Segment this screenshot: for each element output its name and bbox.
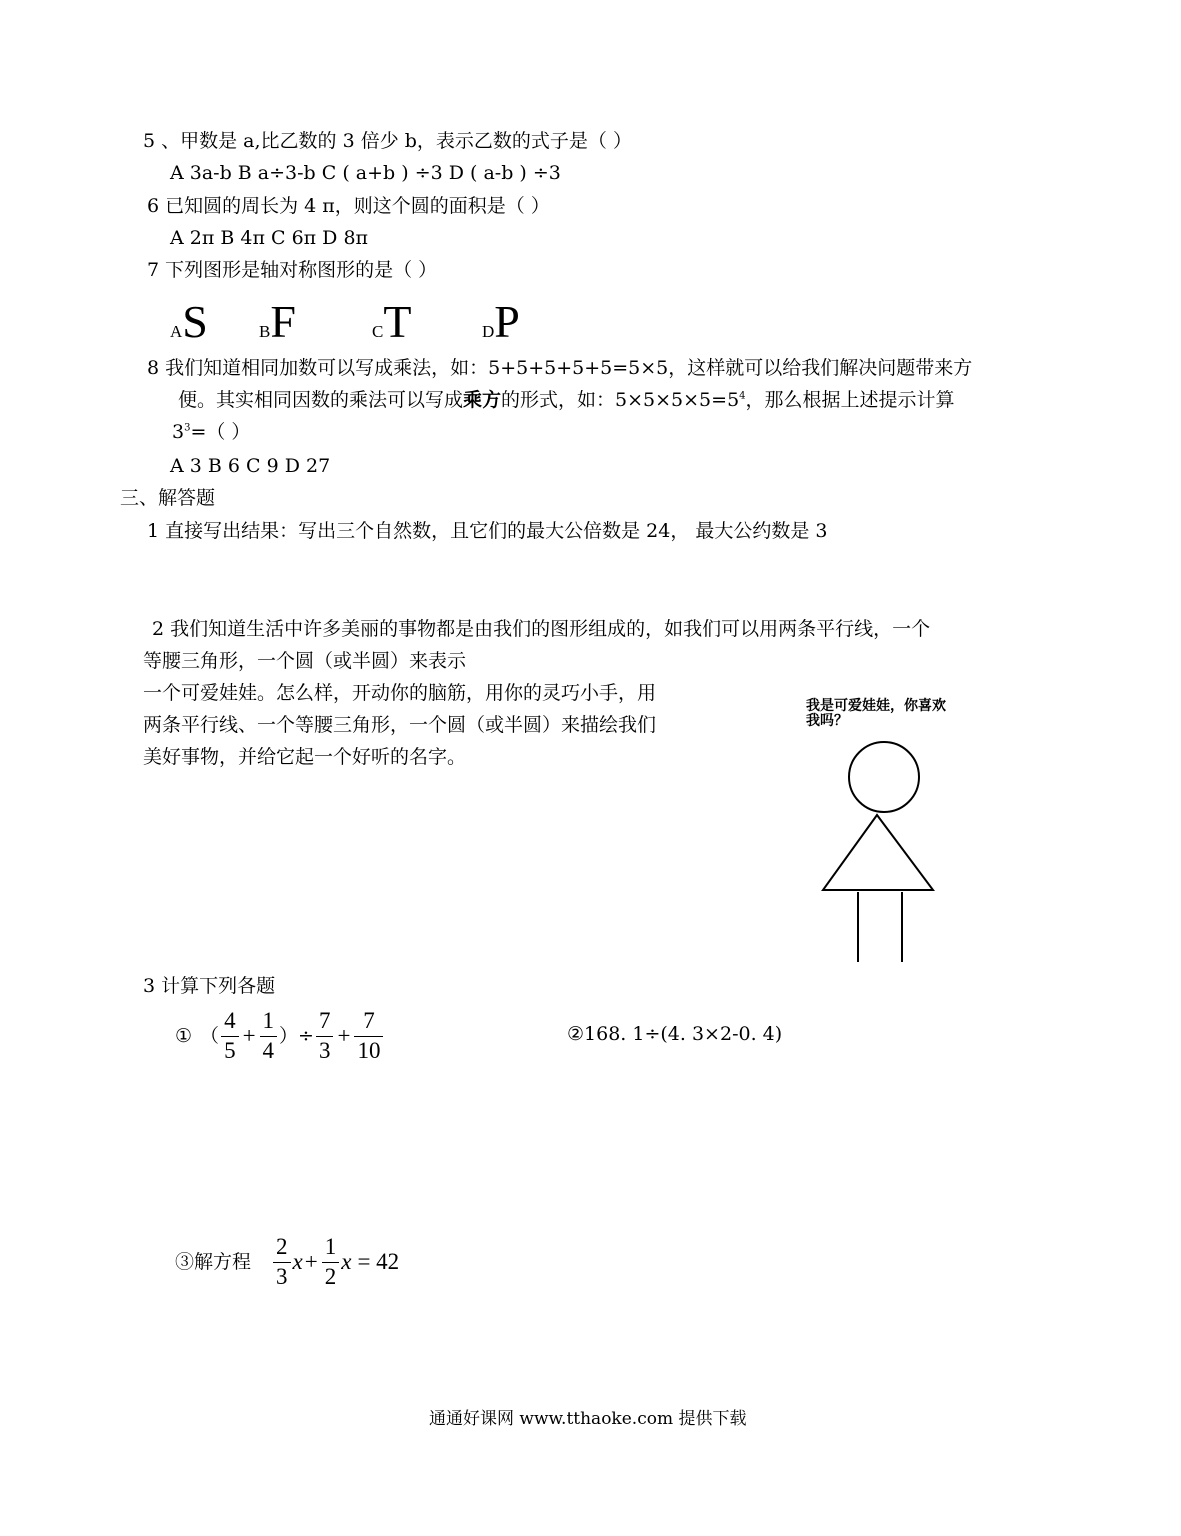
calc-1-fraction-1 [221, 1009, 239, 1062]
doll-head [849, 742, 919, 812]
q8-line2 [178, 389, 955, 412]
calc-2: ②168. 1÷(4. 3×2-0. 4) [567, 1023, 783, 1045]
q7-option-c-letter: T [383, 296, 412, 347]
q7-option-d-label: D [482, 322, 495, 341]
calc-3-f2-num: 1 [322, 1235, 340, 1262]
q7-option-d [482, 294, 520, 349]
doll-caption [806, 699, 946, 730]
q8-line2-post: ，那么根据上述提示计算 [745, 389, 955, 411]
calc-3-f1-den: 3 [276, 1263, 288, 1289]
q5-text: 5 、甲数是 a,比乙数的 3 倍少 b，表示乙数的式子是（ ） [143, 130, 632, 152]
q7-option-b-letter: F [270, 296, 296, 347]
q7-option-c-label: C [372, 322, 384, 341]
calc-1-fraction-3 [316, 1009, 334, 1062]
calc-1-plus-2: + [337, 1023, 351, 1049]
q8-options: A 3 B 6 C 9 D 27 [170, 455, 331, 477]
q8-line3-post: =（ ） [190, 421, 251, 443]
calc-1-f2-den: 4 [262, 1037, 275, 1063]
q7-option-b-label: B [259, 322, 271, 341]
calc-1-fraction-4 [354, 1009, 383, 1062]
calc-3-f2-den: 2 [324, 1263, 337, 1289]
calc-3-fraction-1 [273, 1235, 291, 1288]
calc-1-f2-num: 1 [260, 1009, 278, 1036]
q8-line3 [172, 421, 250, 444]
answer-2-line5: 美好事物，并给它起一个好听的名字。 [143, 746, 467, 768]
q7-option-d-letter: P [494, 296, 520, 347]
answer-3: 3 计算下列各题 [143, 975, 276, 997]
calc-1-prefix: ① [175, 1024, 193, 1047]
calc-1-f1-num: 4 [221, 1009, 239, 1036]
calc-1-f3-den: 3 [318, 1037, 331, 1063]
q7-text: 7 下列图形是轴对称图形的是（ ） [147, 259, 438, 281]
q8-line2-mid: 的形式，如：5×5×5×5=5 [501, 389, 740, 411]
calc-3-x-2: x [341, 1249, 352, 1275]
q7-option-b [259, 294, 296, 349]
calc-3 [175, 1232, 399, 1292]
calc-1-plus-1: + [242, 1023, 256, 1049]
q8-line1: 8 我们知道相同加数可以写成乘法，如：5+5+5+5+5=5×5，这样就可以给我们解决问题带来方 [147, 357, 973, 379]
answer-2-line1: 2 我们知道生活中许多美丽的事物都是由我们的图形组成的，如我们可以用两条平行线，一个 [152, 618, 931, 640]
doll-figure [815, 735, 940, 967]
answer-1: 1 直接写出结果：写出三个自然数，且它们的最大公倍数是 24， 最大公约数是 3 [147, 520, 828, 542]
calc-3-equals: = 42 [357, 1249, 400, 1275]
q8-line2-pre: 便。其实相同因数的乘法可以写成 [178, 389, 464, 411]
calc-1-f3-num: 7 [316, 1009, 334, 1036]
q8-line2-bold: 乘方 [463, 389, 502, 411]
answer-2-line4: 两条平行线、一个等腰三角形，一个圆（或半圆）来描绘我们 [143, 714, 657, 736]
calc-3-plus: + [304, 1249, 318, 1275]
q6-text: 6 已知圆的周长为 4 π，则这个圆的面积是（ ） [147, 195, 550, 217]
calc-1-lparen: （ [200, 1024, 220, 1047]
doll-caption-line1: 我是可爱娃娃，你喜欢 [806, 698, 946, 714]
calc-1-f1-den: 5 [224, 1037, 236, 1063]
q7-option-c [372, 294, 411, 349]
doll-body-triangle [823, 815, 933, 890]
q6-options: A 2π B 4π C 6π D 8π [170, 227, 369, 249]
calc-3-x-1: x [292, 1249, 303, 1275]
answer-2-line2: 等腰三角形，一个圆（或半圆）来表示 [143, 650, 467, 672]
section-heading: 三、解答题 [120, 487, 216, 509]
q8-line2-sup: 4 [739, 390, 746, 402]
calc-1-fraction-2 [260, 1009, 278, 1062]
calc-3-fraction-2 [322, 1235, 340, 1288]
q7-option-a-letter: S [182, 296, 208, 347]
calc-1 [175, 1006, 385, 1066]
q7-option-a [170, 294, 208, 349]
footer: 通通好课网 www.tthaoke.com 提供下载 [429, 1409, 747, 1429]
calc-1-rparen: ）÷ [279, 1024, 314, 1047]
calc-1-f4-den: 10 [357, 1037, 381, 1063]
doll-caption-line2: 我吗？ [806, 713, 848, 730]
answer-2-line3: 一个可爱娃娃。怎么样，开动你的脑筋，用你的灵巧小手，用 [143, 682, 657, 704]
q8-line3-sup: 3 [184, 422, 191, 434]
q7-option-a-label: A [170, 322, 183, 341]
calc-1-f4-num: 7 [354, 1009, 383, 1036]
calc-3-f1-num: 2 [273, 1235, 291, 1262]
q8-line3-base: 3 [172, 421, 185, 443]
calc-3-prefix: ③解方程 [175, 1250, 252, 1273]
q5-options: A 3a-b B a÷3-b C ( a+b ) ÷3 D ( a-b ) ÷3 [170, 162, 561, 184]
